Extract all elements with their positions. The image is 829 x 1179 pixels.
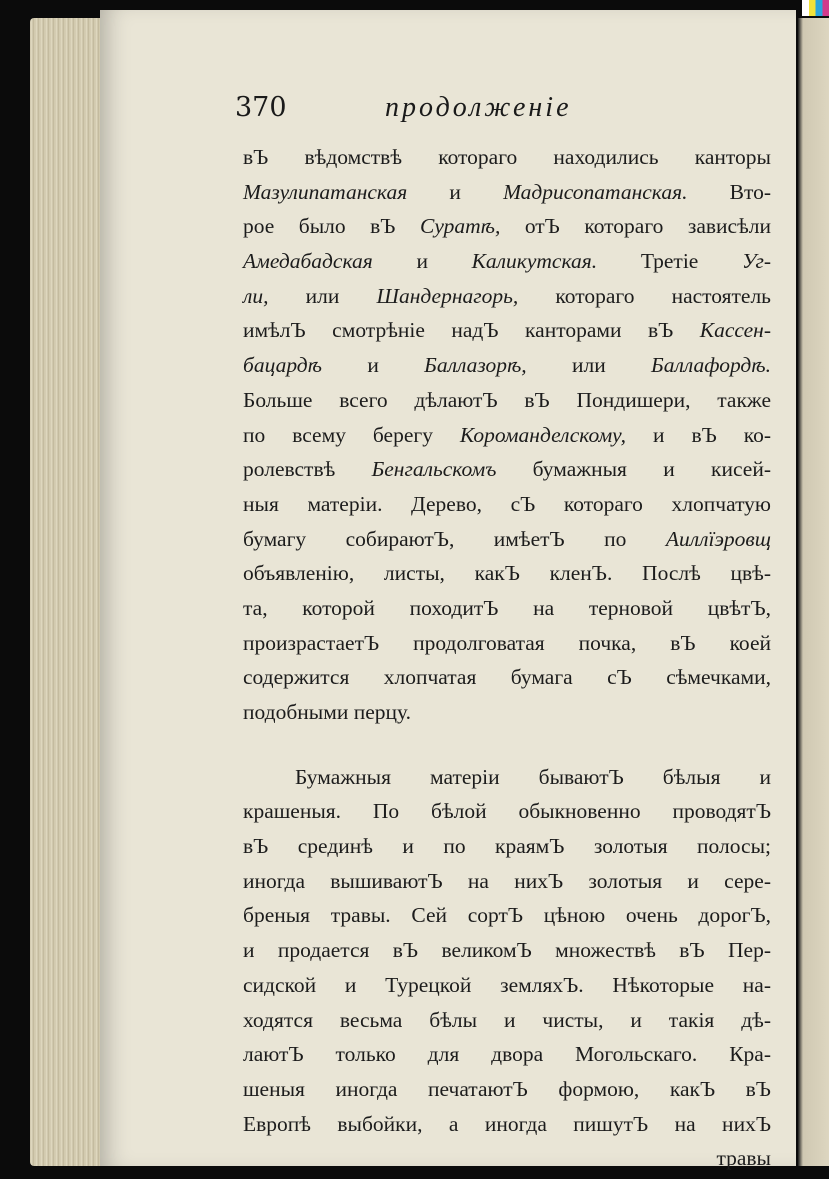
text-line: [243, 591, 771, 626]
text-run: бумагу собираютЪ, имѣетЪ по: [243, 526, 666, 551]
italic-proper-noun: Шандернагорь,: [376, 283, 519, 308]
italic-proper-noun: Каликутская.: [471, 249, 598, 274]
text-run: и: [407, 179, 504, 204]
text-run: Европѣ выбойки, а иногда пишутЪ на нихЪ: [243, 1111, 771, 1136]
text-run: шеныя иногда печатаютЪ формою, какЪ вЪ: [243, 1076, 771, 1101]
catchword: травы: [716, 1146, 771, 1171]
text-run: Третіе: [597, 249, 743, 274]
text-line: [243, 140, 771, 175]
text-run: рое было вЪ: [243, 214, 420, 239]
italic-proper-noun: Баллафордѣ.: [651, 353, 771, 378]
text-line: [243, 348, 771, 383]
page-header: [235, 88, 765, 128]
text-run: имѣлЪ смотрѣніе надЪ канторами вЪ: [243, 318, 700, 343]
text-run: вЪ срединѣ и по краямЪ золотыя полосы;: [243, 834, 771, 859]
text-line: [243, 279, 771, 314]
text-run: иногда вышиваютЪ на нихЪ золотыя и сере-: [243, 868, 771, 893]
text-line: [243, 1107, 771, 1142]
italic-proper-noun: Амедабадская: [243, 249, 373, 274]
running-title: продолженіе: [385, 92, 572, 123]
paragraph-2: [243, 760, 771, 1142]
text-run: подобными перцу.: [243, 700, 411, 724]
text-run: по всему берегу: [243, 422, 460, 447]
italic-proper-noun: Баллазорѣ,: [424, 353, 527, 378]
italic-proper-noun: Короманделскому,: [459, 422, 627, 447]
text-line: [243, 933, 771, 968]
italic-proper-noun: бацардѣ: [243, 353, 323, 378]
text-line: [243, 175, 771, 210]
text-line: [243, 1037, 771, 1072]
text-line: [243, 968, 771, 1003]
text-line: [243, 313, 771, 348]
text-run: ходятся весьма бѣлы и чисты, и такія дѣ-: [243, 1007, 771, 1032]
text-run: Больше всего дѣлаютЪ вЪ Пондишери, также: [243, 387, 771, 412]
text-line: [243, 244, 771, 279]
text-line: [243, 898, 771, 933]
text-line: [243, 383, 771, 418]
facing-page-edge: [798, 18, 829, 1166]
text-line: [243, 487, 771, 522]
text-run: или: [268, 283, 377, 308]
text-run: Вто-: [687, 179, 771, 204]
italic-proper-noun: Кассен-: [699, 318, 771, 343]
color-calibration-strip: [802, 0, 829, 16]
text-run: произрастаетЪ продолговатая почка, вЪ коей: [243, 630, 771, 655]
italic-proper-noun: Мазулипатанская: [243, 179, 408, 204]
text-line: [243, 760, 771, 795]
text-run: бумажныя и кисей-: [496, 457, 771, 482]
text-line: [243, 1003, 771, 1038]
text-line: [243, 864, 771, 899]
text-run: ныя матеріи. Дерево, сЪ котораго хлопчатую: [243, 491, 771, 516]
text-run: и: [372, 249, 472, 274]
page-number: 370: [235, 92, 287, 123]
italic-proper-noun: Мадрисопатанская.: [503, 179, 688, 204]
text-run: и: [322, 353, 425, 378]
text-run: Бумажныя матеріи бываютЪ бѣлыя и: [295, 764, 771, 789]
text-run: та, которой походитЪ на терновой цвѣтЪ,: [243, 595, 771, 620]
body-text: [243, 140, 771, 1176]
text-run: ролевствѣ: [243, 457, 372, 482]
text-line: [243, 794, 771, 829]
text-run: сидской и Турецкой земляхЪ. Нѣкоторые на-: [243, 972, 771, 997]
text-line: [243, 1072, 771, 1107]
text-line: [243, 556, 771, 591]
italic-proper-noun: Уг-: [742, 249, 771, 274]
italic-proper-noun: ли,: [243, 283, 269, 308]
text-line: [243, 452, 771, 487]
text-run: и вЪ ко-: [626, 422, 771, 447]
text-line: [243, 695, 771, 730]
text-line: [243, 626, 771, 661]
text-line: [243, 829, 771, 864]
text-run: или: [526, 353, 652, 378]
text-line: [243, 522, 771, 557]
text-line: [243, 209, 771, 244]
paragraph-gap: [243, 730, 771, 760]
text-run: бреныя травы. Сей сортЪ цѣною очень дорогЪ,: [243, 903, 771, 928]
text-run: крашеныя. По бѣлой обыкновенно проводятЪ: [243, 799, 771, 824]
paragraph-1: [243, 140, 771, 730]
text-run: котораго настоятель: [518, 283, 771, 308]
text-line: [243, 418, 771, 453]
text-line: [243, 660, 771, 695]
text-run: отЪ котораго зависѣли: [500, 214, 771, 239]
text-run: лаютЪ только для двора Могольскаго. Кра-: [243, 1042, 771, 1067]
text-run: и продается вЪ великомЪ множествѣ вЪ Пер-: [243, 938, 771, 963]
text-run: содержится хлопчатая бумага сЪ сѣмечками,: [243, 665, 771, 690]
text-run: объявленію, листы, какЪ кленЪ. Послѣ цвѣ-: [243, 561, 771, 586]
italic-proper-noun: Аиллїэровщ: [665, 526, 771, 551]
text-run: вЪ вѣдомствѣ котораго находились канторы: [243, 145, 771, 169]
italic-proper-noun: Суратѣ,: [419, 214, 501, 239]
italic-proper-noun: Бенгальскомъ: [371, 457, 497, 482]
